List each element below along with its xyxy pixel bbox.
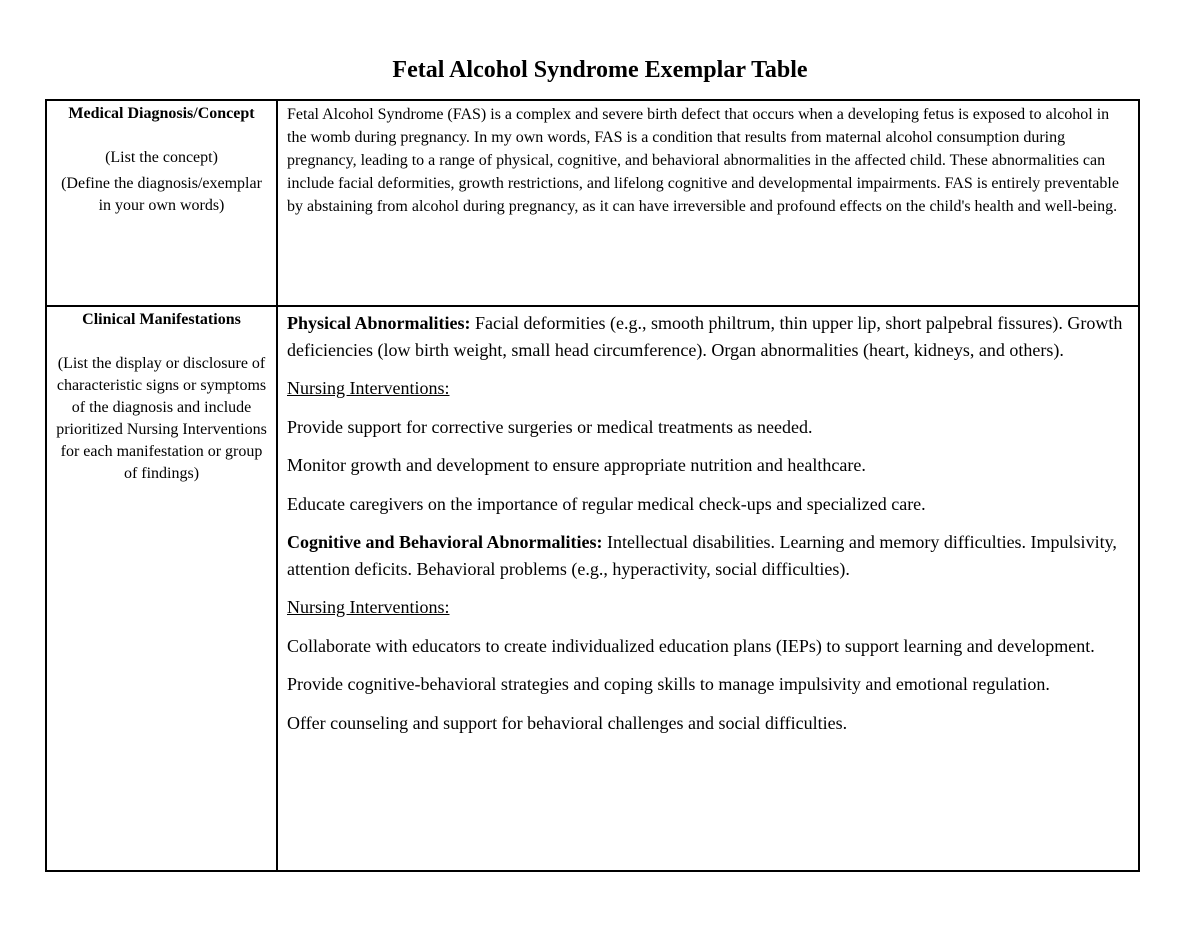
- manifestations-content-cell: [277, 306, 1139, 871]
- diagnosis-label-cell: [46, 100, 277, 306]
- cognitive-intervention-item: Offer counseling and support for behavioral challenges and social difficulties.: [287, 712, 848, 733]
- physical-intervention-item: Monitor growth and development to ensure appropriate nutrition and healthcare.: [287, 455, 866, 475]
- cognitive-abnormalities-paragraph: [287, 529, 1130, 582]
- cognitive-intervention-item: Provide cognitive-behavioral strategies and coping skills to manage impulsivity and emotional regulation.: [287, 674, 1050, 694]
- manifestations-heading: Clinical Manifestations: [82, 311, 241, 328]
- exemplar-table: [45, 99, 1140, 872]
- physical-abnormalities-paragraph: [287, 310, 1130, 363]
- table-row-diagnosis: [46, 100, 1139, 306]
- physical-intervention-item: Provide support for corrective surgeries or medical treatments as needed.: [287, 416, 813, 437]
- diagnosis-instruction-list: (List the concept): [105, 149, 218, 166]
- manifestations-label-cell: [46, 306, 277, 871]
- cognitive-intervention-item: Collaborate with educators to create individualized education plans (IEPs) to support learning and development.: [287, 635, 1095, 656]
- physical-intervention-item: Educate caregivers on the importance of regular medical check-ups and specialized care.: [287, 493, 926, 514]
- page-title: Fetal Alcohol Syndrome Exemplar Table: [392, 57, 808, 83]
- table-row-manifestations: [46, 306, 1139, 871]
- cognitive-abnormalities-text: Intellectual disabilities. Learning and memory difficulties. Impulsivity, attention deficits. Behavioral problems (e.g., hyperactivity, social difficulties).: [287, 532, 1117, 579]
- manifestations-instruction: (List the display or disclosure of characteristic signs or symptoms of the diagnosis and include prioritized Nursing Interventions for each manifestation or group of findings): [56, 355, 267, 482]
- physical-abnormalities-text: Facial deformities (e.g., smooth philtrum, thin upper lip, short palpebral fissures). Growth deficiencies (low birth weight, small head circumference). Organ abnormalities (heart, kidneys, and others).: [287, 313, 1123, 360]
- diagnosis-definition: Fetal Alcohol Syndrome (FAS) is a complex and severe birth defect that occurs when a developing fetus is exposed to alcohol in the womb during pregnancy. In my own words, FAS is a condition that results from maternal alcohol consumption during pregnancy, leading to a range of physical, cognitive, and behavioral abnormalities in the affected child. These abnormalities can include facial deformities, growth restrictions, and lifelong cognitive and developmental impairments. FAS is entirely preventable by abstaining from alcohol during pregnancy, as it can have irreversible and profound effects on the child's health and well-being.: [287, 106, 1119, 215]
- nursing-interventions-heading-physical: Nursing Interventions:: [287, 378, 450, 398]
- physical-abnormalities-label: Physical Abnormalities:: [287, 313, 471, 333]
- cognitive-abnormalities-label: Cognitive and Behavioral Abnormalities:: [287, 532, 603, 552]
- diagnosis-instruction-define: (Define the diagnosis/exemplar in your own words): [61, 175, 262, 214]
- diagnosis-heading: Medical Diagnosis/Concept: [68, 105, 255, 122]
- nursing-interventions-heading-cognitive: Nursing Interventions:: [287, 597, 450, 617]
- diagnosis-definition-cell: [277, 100, 1139, 306]
